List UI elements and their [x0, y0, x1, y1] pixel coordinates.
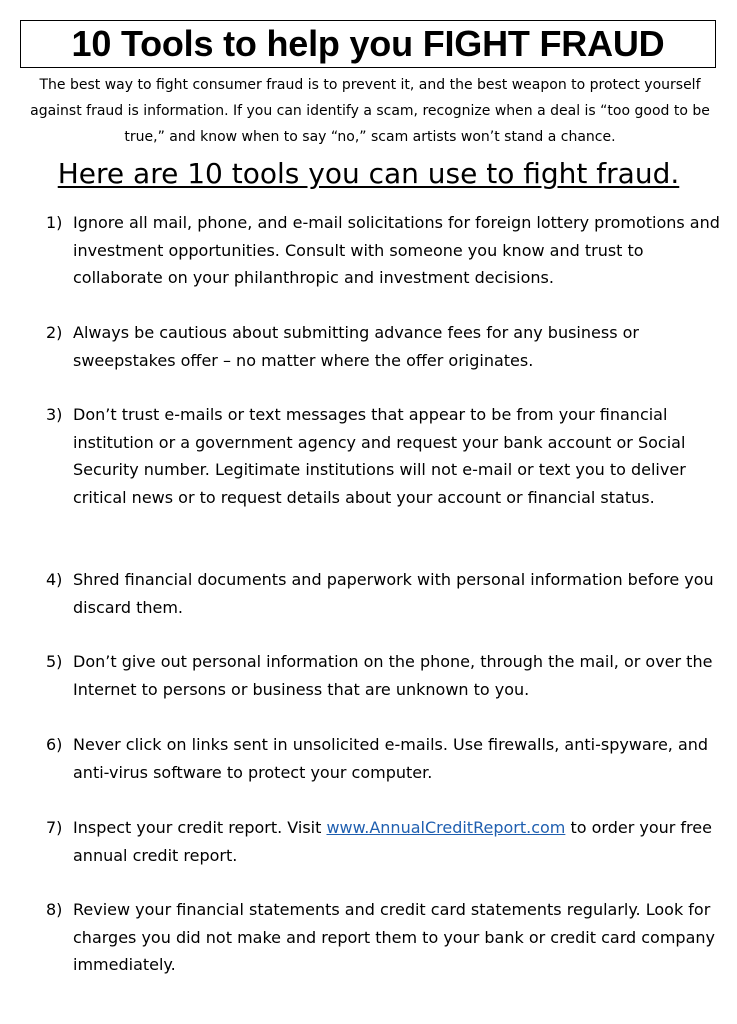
- intro-paragraph: The best way to fight consumer fraud is to prevent it, and the best weapon to protect yourself against fraud is information. If you can identify a scam, recognize when a deal is “too good to be true,” and know when to say “no,” scam artists won’t stand a chance.: [30, 77, 710, 145]
- list-item-text: Never click on links sent in unsolicited e-mails. Use firewalls, anti-spyware, and anti-virus software to protect your computer.: [73, 735, 709, 782]
- list-item-number: 7): [46, 818, 63, 837]
- list-item-6: [46, 731, 722, 786]
- list-item-text: Shred financial documents and paperwork with personal information before you discard them.: [73, 570, 714, 617]
- list-item-text: Don’t trust e-mails or text messages that appear to be from your financial institution or a government agency and request your bank account or Social Security number. Legitimate institutions will not e-mail or text you to deliver critical news or to request details about your account or financial status.: [73, 405, 686, 507]
- list-item-number: 5): [46, 652, 63, 671]
- list-item-text: Don’t give out personal information on the phone, through the mail, or over the Internet to persons or business that are unknown to you.: [73, 652, 713, 699]
- list-item-text: Review your financial statements and credit card statements regularly. Look for charges you did not make and report them to your bank or credit card company immediately.: [73, 900, 715, 974]
- list-item-1: [46, 209, 722, 292]
- list-item-text-after: to order your free annual credit report.: [73, 818, 712, 865]
- list-item-7: [46, 814, 722, 869]
- title-box: [20, 20, 716, 68]
- list-item-text-before: Inspect your credit report. Visit: [73, 818, 327, 837]
- section-heading: Here are 10 tools you can use to fight fraud.: [57, 157, 680, 190]
- list-item-number: 1): [46, 213, 63, 232]
- list-item-number: 3): [46, 405, 63, 424]
- list-item-number: 6): [46, 735, 63, 754]
- list-item-text: [73, 814, 722, 869]
- list-item-5: [46, 648, 722, 703]
- list-item-number: 8): [46, 900, 63, 919]
- list-item-8: [46, 896, 722, 979]
- list-item-number: 4): [46, 570, 63, 589]
- annual-credit-report-link[interactable]: www.AnnualCreditReport.com: [326, 818, 566, 837]
- page-title: 10 Tools to help you FIGHT FRAUD: [71, 23, 665, 64]
- list-item-4: [46, 566, 722, 621]
- list-item-number: 2): [46, 323, 63, 342]
- list-item-3: [46, 401, 722, 511]
- list-item-text: Always be cautious about submitting advance fees for any business or sweepstakes offer – no matter where the offer originates.: [73, 323, 639, 370]
- list-item-2: [46, 319, 722, 374]
- list-item-text: Ignore all mail, phone, and e-mail solicitations for foreign lottery promotions and investment opportunities. Consult with someone you know and trust to collaborate on your philanthropic and investment decisions.: [73, 213, 720, 287]
